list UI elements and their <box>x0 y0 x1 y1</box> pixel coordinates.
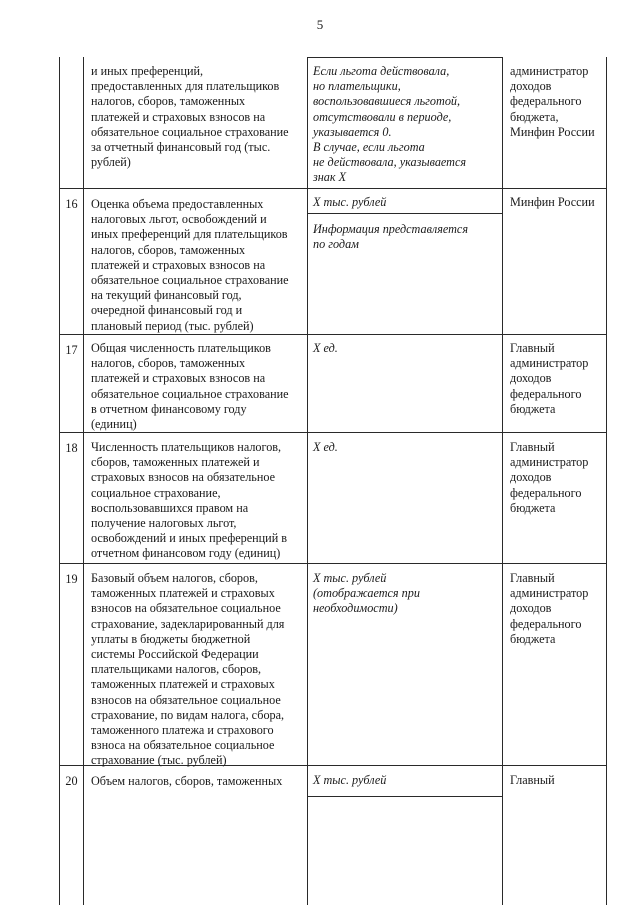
row-number: 18 <box>65 441 78 455</box>
indicator-cell: Численность плательщиков налогов, сборов, таможенных платежей и страховых взносов на обязательное социальное страхование, воспользовавшихся правом на получение налоговых льгот, освобождений и иных преференций в отчетном финансовом году (единиц) <box>91 440 288 561</box>
row-number: 19 <box>65 572 78 586</box>
value-cell: Если льгота действовала, но плательщики, воспользовавшиеся льготой, отсутствовали в периоде, указывается 0. В случае, если льгота не действовала, указывается знак X <box>313 64 467 185</box>
row-subdivider <box>307 213 503 214</box>
row-divider <box>59 188 607 189</box>
indicator-cell: Оценка объема предоставленных налоговых льгот, освобождений и иных преференций для плательщиков налогов, сборов, таможенных платежей и страховых взносов на обязательное социальное страхование на текущий финансовый год, очередной финансовый год и плановый период (тыс. рублей) <box>91 197 289 333</box>
row-number: 17 <box>65 343 78 357</box>
number-column-divider <box>83 57 84 905</box>
value-cell: X тыс. рублей <box>313 773 387 787</box>
row-top-border <box>307 57 503 58</box>
indicator-cell: Общая численность плательщиков налогов, сборов, таможенных платежей и страховых взносов на обязательное социальное страхование в отчетном финансовому году (единиц) <box>91 341 289 432</box>
responsible-cell: Главный администратор доходов федерального бюджета <box>510 440 589 515</box>
responsible-cell: Минфин России <box>510 195 595 209</box>
responsible-cell: администратор доходов федерального бюджета, Минфин России <box>510 64 595 139</box>
value-cell: X тыс. рублей <box>313 195 387 209</box>
responsible-cell: Главный <box>510 773 555 787</box>
row-number: 16 <box>65 197 78 211</box>
row-divider <box>59 563 607 564</box>
indicator-column-divider <box>307 57 308 905</box>
row-number: 20 <box>65 774 78 788</box>
row-divider <box>59 334 607 335</box>
page-number: 5 <box>316 17 324 32</box>
value-column-divider <box>502 57 503 905</box>
value-note-cell: Информация представляется по годам <box>313 222 468 252</box>
value-cell: X ед. <box>313 341 338 355</box>
responsible-cell: Главный администратор доходов федерального бюджета <box>510 571 589 646</box>
indicator-cell: Базовый объем налогов, сборов, таможенных платежей и страховых взносов на обязательное социальное страхование, задекларированный для уплаты в бюджеты бюджетной системы Российской Федерации плательщиками налогов, сборов, таможенных платежей и страховых взносов на обязательное социальное страхование, по видам налога, сбора, таможенного платежа и страхового взноса на обязательное социальное страхование (тыс. рублей) <box>91 571 285 768</box>
indicator-cell: Объем налогов, сборов, таможенных <box>91 774 283 788</box>
indicator-cell: и иных преференций, предоставленных для плательщиков налогов, сборов, таможенных платежей и страховых взносов на обязательное социальное страхование за отчетный финансовый год (тыс. рублей) <box>91 64 289 170</box>
table-right-border <box>606 57 607 905</box>
responsible-cell: Главный администратор доходов федерального бюджета <box>510 341 589 416</box>
row-subdivider <box>307 796 503 797</box>
value-cell: X тыс. рублей (отображается при необходимости) <box>313 571 420 616</box>
value-cell: X ед. <box>313 440 338 454</box>
